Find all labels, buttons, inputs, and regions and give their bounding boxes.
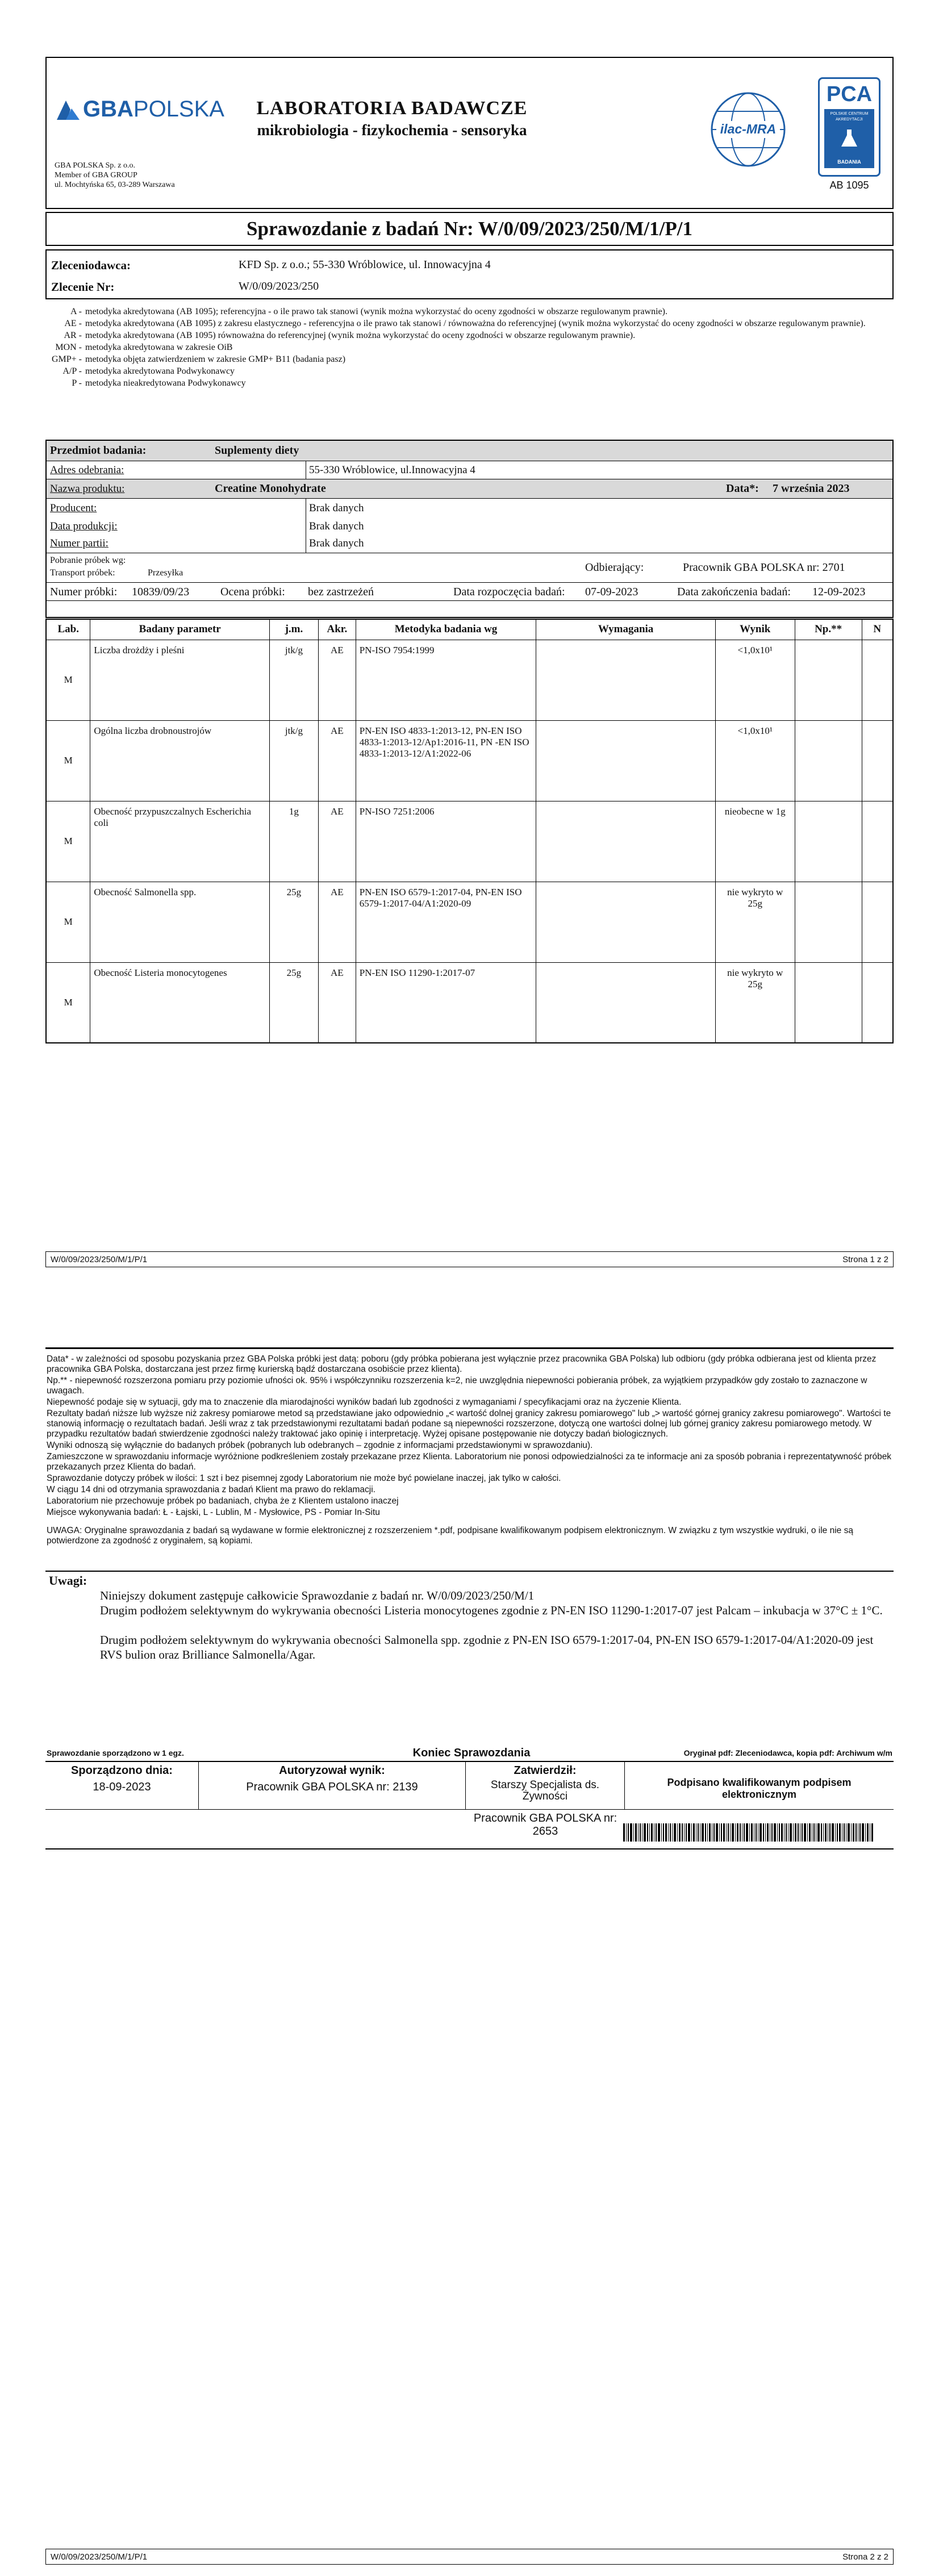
signatures	[45, 1762, 894, 1810]
sample-eval-value: bez zastrzeżeń	[308, 586, 374, 598]
prepared-value: 18-09-2023	[93, 1781, 151, 1793]
table-row	[46, 962, 893, 1043]
producer-label: Producent:	[50, 502, 97, 514]
approved-cell	[466, 1762, 625, 1809]
remark-line: Niniejszy dokument zastępuje całkowicie Sprawozdanie z badań nr. W/0/09/2023/250/M/1	[100, 1589, 535, 1602]
end-label: Data zakończenia badań:	[677, 586, 791, 598]
col-header: Badany parametr	[90, 619, 270, 640]
company-line-3: ul. Mochtyńska 65, 03-289 Warszawa	[55, 181, 175, 189]
akr-cell: AE	[318, 962, 356, 1043]
n-cell	[862, 882, 893, 962]
prod-date-label: Data produkcji:	[50, 520, 118, 532]
param-cell: Obecność przypuszczalnych Escherichia coli	[90, 801, 270, 882]
pca-badania: BADANIA	[837, 159, 861, 165]
np-cell	[795, 720, 862, 801]
n-cell	[862, 962, 893, 1043]
np-cell	[795, 962, 862, 1043]
approved-value: Pracownik GBA POLSKA nr: 2653	[473, 1812, 617, 1838]
note: Wyniki odnoszą się wyłącznie do badanych próbek (pobranych lub odebranych – zgodnie z informacjami przedstawionymi w sprawozdaniu).	[47, 1441, 593, 1450]
req-cell	[536, 882, 716, 962]
address-value: 55-330 Wróblowice, ul.Innowacyjna 4	[309, 464, 475, 476]
client-box	[45, 249, 894, 299]
report-notes	[47, 1354, 893, 1547]
order-value: W/0/09/2023/250	[239, 280, 319, 293]
col-header: Akr.	[318, 619, 356, 640]
remarks-rule	[45, 1571, 894, 1572]
col-header: Np.**	[795, 619, 862, 640]
legend-item: GMP+ - metodyka objęta zatwierdzeniem w zakresie GMP+ B11 (badania pasz)	[51, 354, 346, 364]
company-line-1: GBA POLSKA Sp. z o.o.	[55, 161, 135, 170]
gba-logo	[57, 97, 224, 122]
table-row	[46, 720, 893, 801]
transport-value: Przesyłka	[148, 568, 183, 578]
n-cell	[862, 801, 893, 882]
note: Laboratorium nie przechowuje próbek po badaniach, chyba że z Klientem ustalono inaczej	[47, 1496, 399, 1506]
transport-label: Transport próbek:	[50, 568, 115, 578]
legend-item: A/P - metodyka akredytowana Podwykonawcy	[62, 366, 235, 376]
req-cell	[536, 720, 716, 801]
note: Zamieszczone w sprawozdaniu informacje wyróżnione podkreśleniem zostały przekazane przez Klienta. Laboratorium nie ponosi odpowiedzialności za te informacje ani za sposób pobrania i reprezentatywność próbek przekazanych przez Klienta do badań.	[47, 1452, 892, 1472]
original-text: Oryginał pdf: Zleceniodawca, kopia pdf: Archiwum w/m	[683, 1748, 892, 1757]
prepared-cell	[45, 1762, 199, 1809]
req-cell	[536, 640, 716, 720]
prepared-label: Sporządzono dnia:	[71, 1764, 173, 1777]
end-of-report: Koniec Sprawozdania	[412, 1747, 531, 1759]
legend-item: A - metodyka akredytowana (AB 1095); referencyjna - o ile prawo tak stanowi (wynik można wykorzystać do oceny zgodności w obszarze regulowanym prawnie).	[70, 307, 667, 316]
method-cell: PN-EN ISO 4833-1:2013-12, PN-EN ISO 4833-1:2013-12/Ap1:2016-11, PN -EN ISO 4833-1:2013-12/A1:2022-06	[356, 720, 536, 801]
subject-block	[45, 440, 894, 618]
page2-top-rule	[45, 1347, 894, 1349]
np-cell	[795, 801, 862, 882]
unit-cell: 25g	[269, 882, 318, 962]
note: Np.** - niepewność rozszerzona pomiaru przy poziomie ufności ok. 95% i współczynniku rozszerzenia k=2, nie uwzględnia niepewności pobierania próbek, za wyjątkiem przypadków gdy zostało to zaznaczone w uwagach.	[47, 1376, 867, 1396]
remarks-body	[100, 1588, 895, 1662]
akr-cell: AE	[318, 882, 356, 962]
product-label: Nazwa produktu:	[50, 483, 125, 495]
param-cell: Liczba drożdży i pleśni	[90, 640, 270, 720]
receiver-label: Odbierający:	[585, 561, 644, 574]
col-header: Wymagania	[536, 619, 716, 640]
n-cell	[862, 720, 893, 801]
order-label: Zlecenie Nr:	[51, 280, 115, 294]
sampling-label: Pobranie próbek wg:	[50, 556, 126, 565]
akr-cell: AE	[318, 720, 356, 801]
footer-page-number: Strona 1 z 2	[842, 1254, 888, 1264]
gba-logo-light: POLSKA	[133, 97, 224, 122]
lab-cell: M	[46, 801, 90, 882]
table-row	[46, 801, 893, 882]
col-header: Metodyka badania wg	[356, 619, 536, 640]
table-header-row	[46, 619, 893, 640]
remarks-label: Uwagi:	[49, 1573, 87, 1588]
param-cell: Obecność Listeria monocytogenes	[90, 962, 270, 1043]
sample-no-label: Numer próbki:	[50, 586, 118, 598]
unit-cell: 25g	[269, 962, 318, 1043]
result-cell: <1,0x10¹	[715, 640, 795, 720]
flask-icon	[838, 127, 861, 150]
legend-item: AR - metodyka akredytowana (AB 1095) równoważna do referencyjnej (wynik można wykorzystać do oceny zgodności w obszarze regulowanym prawnie).	[64, 331, 636, 340]
lab-cell: M	[46, 962, 90, 1043]
results-table	[45, 619, 894, 1043]
method-legend	[45, 306, 898, 389]
receiver-value: Pracownik GBA POLSKA nr: 2701	[683, 561, 845, 574]
prod-date-value: Brak danych	[309, 520, 364, 532]
method-cell: PN-EN ISO 6579-1:2017-04, PN-EN ISO 6579-1:2017-04/A1:2020-09	[356, 882, 536, 962]
copies-text: Sprawozdanie sporządzono w 1 egz.	[47, 1748, 184, 1757]
approved-role: Starszy Specjalista ds. Żywności	[490, 1779, 600, 1802]
result-cell: <1,0x10¹	[715, 720, 795, 801]
signature-cell	[625, 1762, 894, 1809]
legend-item: P - metodyka nieakredytowana Podwykonawcy	[72, 378, 246, 388]
unit-cell: jtk/g	[269, 640, 318, 720]
authorized-value: Pracownik GBA POLSKA nr: 2139	[246, 1781, 418, 1793]
address-label: Adres odebrania:	[50, 464, 124, 476]
authorized-cell	[199, 1762, 466, 1809]
sampling-row	[47, 553, 892, 583]
start-label: Data rozpoczęcia badań:	[453, 586, 565, 598]
closing-header	[45, 1746, 894, 1760]
footer-report-id: W/0/09/2023/250/M/1/P/1	[51, 2552, 148, 2562]
report-title: Sprawozdanie z badań Nr: W/0/09/2023/250/M/1/P/1	[247, 218, 692, 240]
product-row	[47, 479, 892, 499]
batch-label: Numer partii:	[50, 537, 108, 549]
signatures-bottom-rule	[45, 1848, 894, 1849]
result-cell: nie wykryto w 25g	[715, 962, 795, 1043]
legend-item: AE - metodyka akredytowana (AB 1095) z zakresu elastycznego - referencyjna o ile prawo tak stanowi / równoważna do referencyjnej (wynik można wykorzystać do oceny zgodności w obszarze regulowanym prawnie).	[64, 319, 866, 328]
end-value: 12-09-2023	[812, 586, 866, 598]
start-value: 07-09-2023	[585, 586, 638, 598]
note: Data* - w zależności od sposobu pozyskania przez GBA Polska próbki jest datą: poboru (gdy próbka pobierana jest wyłącznie przez pracownika GBA Polska) lub odbioru (gdy próbka odbierana jest od klienta przez pracownika GBA Polska, dostarczana jest przez firmę kurierską bądź dostarczana osobiście przez klienta).	[47, 1354, 877, 1374]
barcode-image	[623, 1823, 873, 1842]
method-cell: PN-ISO 7954:1999	[356, 640, 536, 720]
pca-badge	[824, 109, 874, 168]
col-header: Lab.	[46, 619, 90, 640]
data-value: 7 września 2023	[773, 482, 850, 495]
table-row	[46, 882, 893, 962]
remarks-section	[49, 1573, 895, 1662]
pca-text: PCA	[826, 82, 873, 106]
note: Miejsce wykonywania badań: Ł - Łajski, L - Lublin, M - Mysłowice, PS - Pomiar In-Situ	[47, 1508, 380, 1517]
pca-subtitle: POLSKIE CENTRUM AKREDYTACJI	[830, 112, 869, 122]
sample-row	[47, 583, 892, 601]
footer-report-id: W/0/09/2023/250/M/1/P/1	[51, 1254, 148, 1264]
col-header: j.m.	[269, 619, 318, 640]
remark-line: Drugim podłożem selektywnym do wykrywania obecności Salmonella spp. zgodnie z PN-EN ISO 6579-1:2017-04, PN-EN ISO 6579-1:2017-04/A1:2020-09 jest RVS bulion oraz Brilliance Salmonella/Agar.	[100, 1633, 874, 1661]
lab-cell: M	[46, 720, 90, 801]
req-cell	[536, 962, 716, 1043]
lab-cell: M	[46, 882, 90, 962]
unit-cell: jtk/g	[269, 720, 318, 801]
remark-line: Drugim podłożem selektywnym do wykrywania obecności Listeria monocytogenes zgodnie z PN-EN ISO 11290-1:2017-07 jest Palcam – inkubacja w 37°C ± 1°C.	[100, 1604, 883, 1617]
product-value: Creatine Monohydrate	[215, 482, 326, 495]
gba-logo-bold: GBA	[83, 97, 133, 122]
page2-footer	[45, 2549, 894, 2565]
client-label: Zleceniodawca:	[51, 258, 131, 272]
note: Sprawozdanie dotyczy próbek w ilości: 1 szt i bez pisemnej zgody Laboratorium nie może być powielane inaczej, jak tylko w całości.	[47, 1473, 561, 1483]
col-header: N	[862, 619, 893, 640]
table-row	[46, 640, 893, 720]
note: W ciągu 14 dni od otrzymania sprawozdania z badań Klient ma prawo do reklamacji.	[47, 1485, 375, 1494]
lab-title: LABORATORIA BADAWCZE	[256, 98, 528, 119]
authorized-label: Autoryzował wynik:	[279, 1764, 385, 1777]
method-cell: PN-EN ISO 11290-1:2017-07	[356, 962, 536, 1043]
note: Niepewność podaje się w sytuacji, gdy ma to znaczenie dla miarodajności wyników badań lub zgodności z wymaganiami / specyfikacjami oraz na życzenie Klienta.	[47, 1397, 682, 1407]
col-header: Wynik	[715, 619, 795, 640]
ab-number: AB 1095	[829, 179, 869, 191]
pca-logo	[818, 77, 880, 177]
lab-cell: M	[46, 640, 90, 720]
lab-heading	[250, 98, 534, 139]
lab-subtitle: mikrobiologia - fizykochemia - sensoryka	[257, 122, 527, 139]
approved-label: Zatwierdził:	[514, 1764, 577, 1777]
subject-row	[47, 441, 892, 461]
np-cell	[795, 640, 862, 720]
client-value: KFD Sp. z o.o.; 55-330 Wróblowice, ul. Innowacyjna 4	[239, 258, 491, 271]
np-cell	[795, 882, 862, 962]
unit-cell: 1g	[269, 801, 318, 882]
method-cell: PN-ISO 7251:2006	[356, 801, 536, 882]
n-cell	[862, 640, 893, 720]
akr-cell: AE	[318, 801, 356, 882]
report-title-box	[45, 212, 894, 246]
company-address	[55, 161, 175, 190]
note: Rezultaty badań niższe lub wyższe niż zakresy pomiarowe metod są przedstawiane jako odpowiednio „< wartość dolnej granicy zakresu pomiarowego" lub „> wartość górnej granicy zakresu pomiarowego". Wartości te stanowią informację o rezultatach badań. Jeśli wraz z tak przedstawionymi rezultatami badań podane są niepewności rozszerzone, dotyczą one wartości dolnej lub górnej granicy zakresu pomiarowego metody. W przypadku rezultatów badań stwierdzenie zgodności należy traktować jako opinię i interpretację. Wyżej opisane postępowanie nie dotyczy badań biologicznych.	[47, 1409, 891, 1439]
address-row	[47, 461, 892, 479]
sample-eval-label: Ocena próbki:	[220, 586, 285, 598]
footer-page-number: Strona 2 z 2	[842, 2552, 888, 2562]
akr-cell: AE	[318, 640, 356, 720]
legend-item: MON - metodyka akredytowana w zakresie OiB	[55, 343, 233, 352]
ilac-text: ilac-MRA	[720, 122, 777, 136]
signature-text: Podpisano kwalifikowanym podpisem elektronicznym	[667, 1777, 852, 1800]
producer-value: Brak danych	[309, 502, 364, 514]
subject-label: Przedmiot badania:	[50, 444, 147, 457]
original-notice: UWAGA: Oryginalne sprawozdania z badań są wydawane w formie elektronicznej z rozszerzeniem *.pdf, podpisane kwalifikowanym podpisem elektronicznym. W związku z tym wszystkie wydruki, o ile nie są potwierdzone za zgodność z oryginałem, są kopiami.	[47, 1526, 853, 1546]
data-label: Data*:	[726, 482, 759, 495]
param-cell: Obecność Salmonella spp.	[90, 882, 270, 962]
result-cell: nie wykryto w 25g	[715, 882, 795, 962]
param-cell: Ogólna liczba drobnoustrojów	[90, 720, 270, 801]
ilac-mra-logo	[708, 90, 788, 169]
company-line-2: Member of GBA GROUP	[55, 171, 137, 179]
producer-rows	[47, 499, 892, 553]
req-cell	[536, 801, 716, 882]
result-cell: nieobecne w 1g	[715, 801, 795, 882]
gba-logo-icon	[57, 98, 80, 121]
page1-footer	[45, 1251, 894, 1267]
sample-no-value: 10839/09/23	[132, 586, 190, 598]
subject-value: Suplementy diety	[215, 444, 299, 457]
batch-value: Brak danych	[309, 537, 364, 549]
